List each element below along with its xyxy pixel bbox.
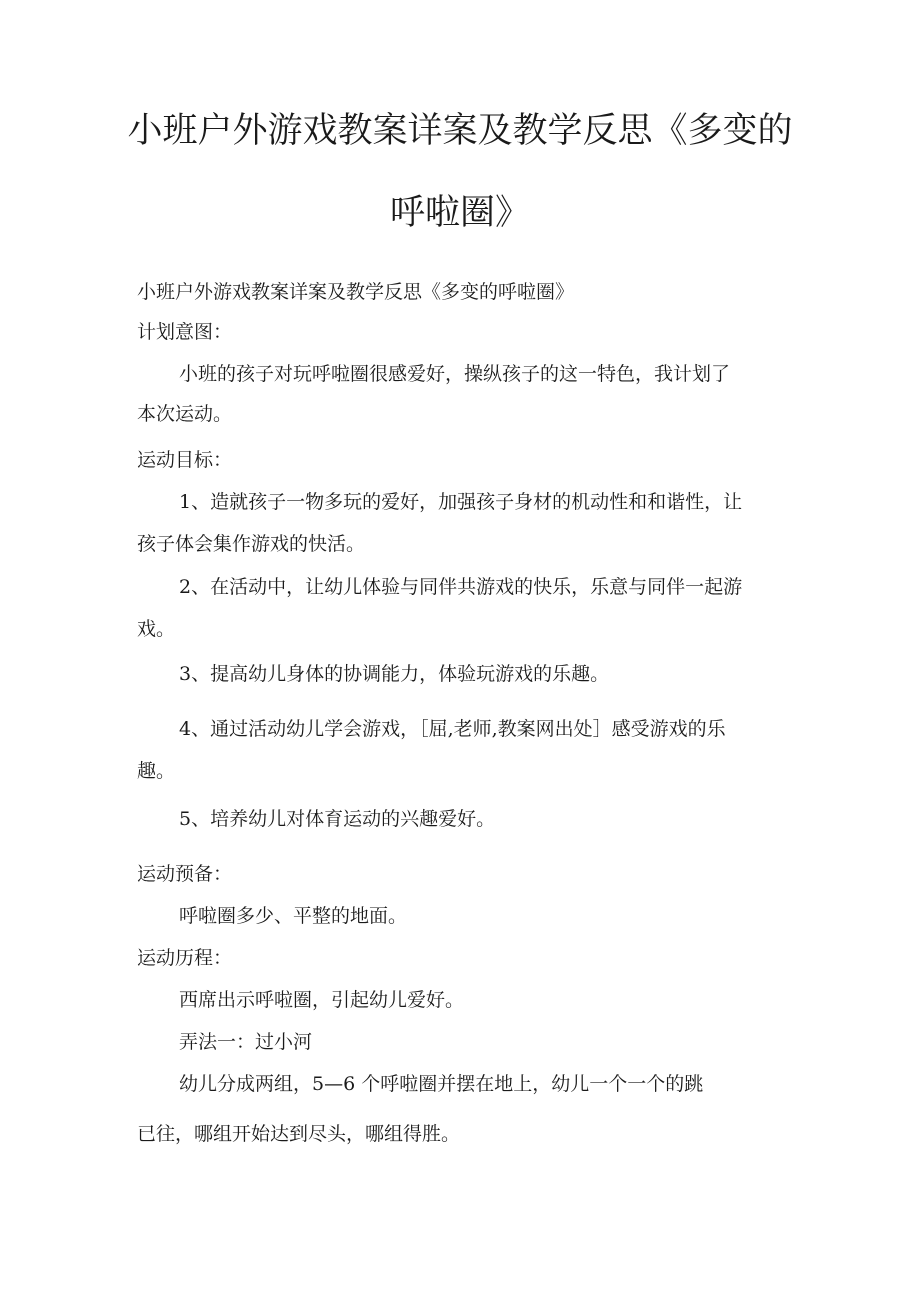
method-1-text-line-2: 已往，哪组开始达到尽头，哪组得胜。 [137, 1123, 461, 1145]
goal-item-1-line-1: 1、造就孩子一物多玩的爱好，加强孩子身材的机动性和和谐性，让 [179, 491, 743, 513]
goals-heading: 运动目标： [137, 449, 233, 471]
document-subtitle: 小班户外游戏教案详案及教学反思《多变的呼啦圈》 [137, 281, 575, 303]
method-1-title: 弄法一：过小河 [179, 1031, 313, 1053]
goal-item-2-line-1: 2、在活动中，让幼儿体验与同伴共游戏的快乐，乐意与同伴一起游 [179, 576, 743, 598]
document-title-line-2: 呼啦圈》 [389, 193, 530, 233]
design-intent-heading: 计划意图： [137, 321, 233, 343]
goal-item-3: 3、提高幼儿身体的协调能力，体验玩游戏的乐趣。 [179, 663, 610, 685]
process-intro-text: 西席出示呼啦圈，引起幼儿爱好。 [179, 989, 465, 1011]
preparation-heading: 运动预备： [137, 863, 233, 885]
design-intent-text-line-1: 小班的孩子对玩呼啦圈很感爱好，操纵孩子的这一特色，我计划了 [179, 363, 731, 385]
document-title-line-1: 小班户外游戏教案详案及教学反思《多变的 [127, 111, 793, 151]
goal-item-1-line-2: 孩子体会集作游戏的快活。 [137, 533, 366, 555]
goal-item-4-line-1: 4、通过活动幼儿学会游戏，［屈,老师,教案网出处］感受游戏的乐 [179, 718, 726, 740]
goal-item-5: 5、培养幼儿对体育运动的兴趣爱好。 [179, 808, 496, 830]
goal-item-2-line-2: 戏。 [137, 618, 176, 640]
process-heading: 运动历程： [137, 947, 233, 969]
method-1-text-line-1: 幼儿分成两组，5—6 个呼啦圈并摆在地上，幼儿一个一个的跳 [179, 1073, 704, 1095]
design-intent-text-line-2: 本次运动。 [137, 403, 233, 425]
goal-item-4-line-2: 趣。 [137, 760, 176, 782]
preparation-text: 呼啦圈多少、平整的地面。 [179, 905, 408, 927]
